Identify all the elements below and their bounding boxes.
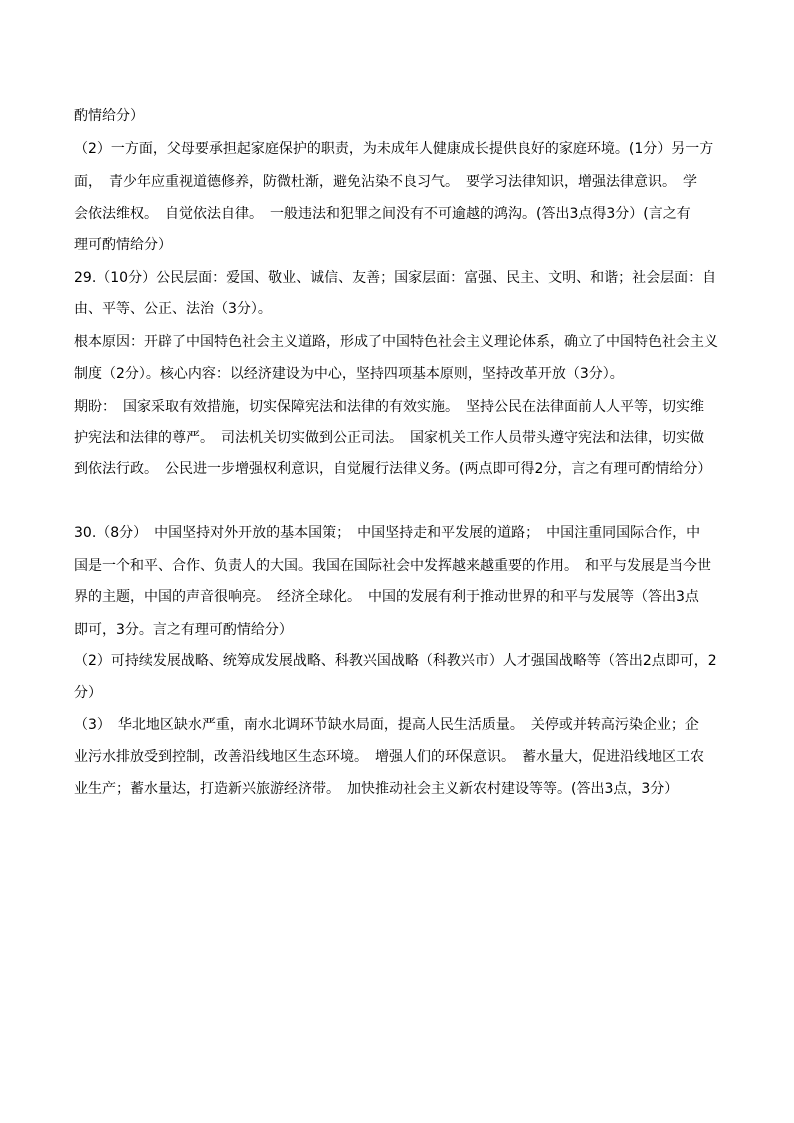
text-line: 到依法行政。 公民进一步增强权利意识，自觉履行法律义务。(两点即可得2分，言之有理可酌情给分） [74, 461, 712, 477]
text-line: 期盼： 国家采取有效措施，切实保障宪法和法律的有效实施。 坚持公民在法律面前人人平等，切实维 [74, 399, 704, 415]
text-line: 由、平等、公正、法治（3分）。 [74, 301, 272, 317]
text-line: 业生产；蓄水量达，打造新兴旅游经济带。 加快推动社会主义新农村建设等等。(答出3点，3分） [74, 781, 679, 797]
text-line: 界的主题，中国的声音很响亮。 经济全球化。 中国的发展有利于推动世界的和平与发展等（答出3点 [74, 589, 699, 605]
text-line: 理可酌情给分） [74, 237, 172, 253]
text-line: 会依法维权。 自觉依法自律。 一般违法和犯罪之间没有不可逾越的鸿沟。(答出3点得3分）(言之有 [74, 206, 691, 222]
text-line: 30.（8分） 中国坚持对外开放的基本国策； 中国坚持走和平发展的道路； 中国注重同国际合作，中 [74, 525, 701, 541]
text-line: 29.（10分）公民层面：爱国、敬业、诚信、友善；国家层面：富强、民主、文明、和谐；社会层面：自 [74, 270, 717, 286]
text-line: 业污水排放受到控制，改善沿线地区生态环境。 增强人们的环保意识。 蓄水量大，促进沿线地区工农 [74, 749, 704, 765]
text-line: 根本原因：开辟了中国特色社会主义道路，形成了中国特色社会主义理论体系，确立了中国特色社会主义 [74, 334, 718, 350]
text-line: 制度（2分）。核心内容：以经济建设为中心，坚持四项基本原则，坚持改革开放（3分）。 [74, 366, 624, 382]
text-line: 国是一个和平、合作、负责人的大国。我国在国际社会中发挥越来越重要的作用。 和平与发展是当今世 [74, 558, 711, 574]
text-line: 面， 青少年应重视道德修养，防微杜渐，避免沾染不良习气。 要学习法律知识，增强法律意识。 学 [74, 174, 697, 190]
text-line: 分） [74, 685, 102, 701]
text-line: （2）可持续发展战略、统筹成发展战略、科教兴国战略（科教兴市）人才强国战略等（答出2点即可，2 [74, 653, 717, 669]
text-line: 即可，3分。言之有理可酌情给分） [74, 622, 293, 638]
text-line: 酌情给分） [74, 108, 144, 124]
text-line: （2）一方面，父母要承担起家庭保护的职责，为未成年人健康成长提供良好的家庭环境。(1分）另一方 [74, 141, 714, 157]
text-line: 护宪法和法律的尊严。 司法机关切实做到公正司法。 国家机关工作人员带头遵守宪法和法律，切实做 [74, 430, 704, 446]
text-line: （3） 华北地区缺水严重，南水北调环节缺水局面，提高人民生活质量。 关停或并转高污染企业；企 [74, 717, 699, 733]
